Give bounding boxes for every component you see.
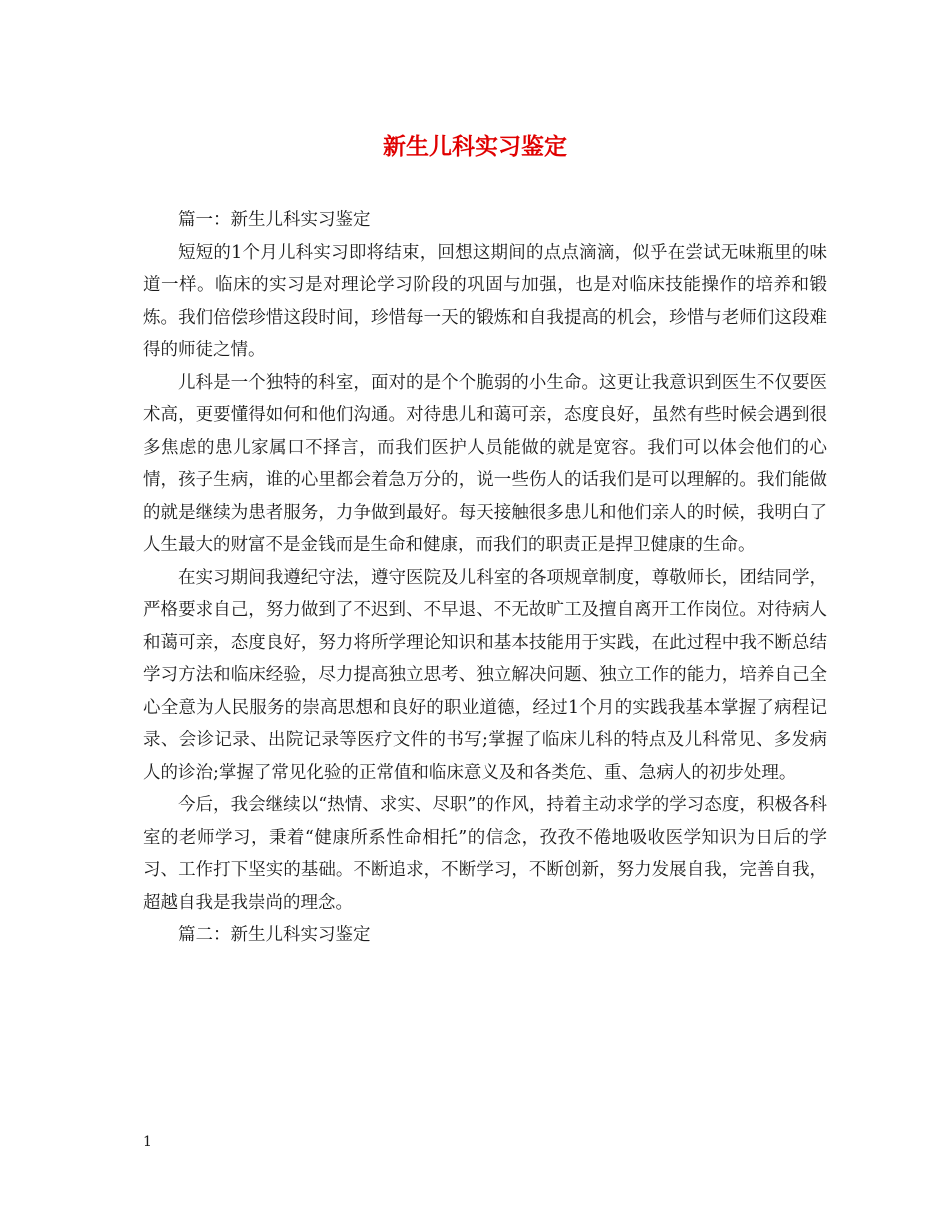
- section-heading-1: 篇一：新生儿科实习鉴定: [178, 210, 371, 230]
- document-body: [143, 204, 827, 952]
- document-title: 新生儿科实习鉴定: [383, 133, 567, 160]
- paragraph-3: 在实习期间我遵纪守法，遵守医院及儿科室的各项规章制度，尊敬师长，团结同学，严格要求自己，努力做到了不迟到、不早退、不无故旷工及擅自离开工作岗位。对待病人和蔼可亲，态度良好，努力将所学理论知识和基本技能用于实践，在此过程中我不断总结学习方法和临床经验，尽力提高独立思考、独立解决问题、独立工作的能力，培养自己全心全意为人民服务的崇高思想和良好的职业道德，经过1个月的实践我基本掌握了病程记录、会诊记录、出院记录等医疗文件的书写;掌握了临床儿科的特点及儿科常见、多发病人的诊治;掌握了常见化验的正常值和临床意义及和各类危、重、急病人的初步处理。: [143, 567, 827, 783]
- paragraph-1: 短短的1个月儿科实习即将结束，回想这期间的点点滴滴，似乎在尝试无味瓶里的味道一样。临床的实习是对理论学习阶段的巩固与加强，也是对临床技能操作的培养和锻炼。我们倍偿珍惜这段时间，珍惜每一天的锻炼和自我提高的机会，珍惜与老师们这段难得的师徒之情。: [143, 242, 827, 360]
- section-heading-2: 篇二：新生儿科实习鉴定: [178, 925, 371, 945]
- paragraph-4: 今后，我会继续以“热情、求实、尽职”的作风，持着主动求学的学习态度，积极各科室的老师学习，秉着“健康所系性命相托”的信念，孜孜不倦地吸收医学知识为日后的学习、工作打下坚实的基础。不断追求，不断学习，不断创新，努力发展自我，完善自我，超越自我是我崇尚的理念。: [143, 795, 827, 913]
- paragraph-2: 儿科是一个独特的科室，面对的是个个脆弱的小生命。这更让我意识到医生不仅要医术高，更要懂得如何和他们沟通。对待患儿和蔼可亲，态度良好，虽然有些时候会遇到很多焦虑的患儿家属口不择言，而我们医护人员能做的就是宽容。我们可以体会他们的心情，孩子生病，谁的心里都会着急万分的，说一些伤人的话我们是可以理解的。我们能做的就是继续为患者服务，力争做到最好。每天接触很多患儿和他们亲人的时候，我明白了人生最大的财富不是金钱而是生命和健康，而我们的职责正是捍卫健康的生命。: [143, 372, 827, 555]
- page-number: 1: [143, 1134, 152, 1150]
